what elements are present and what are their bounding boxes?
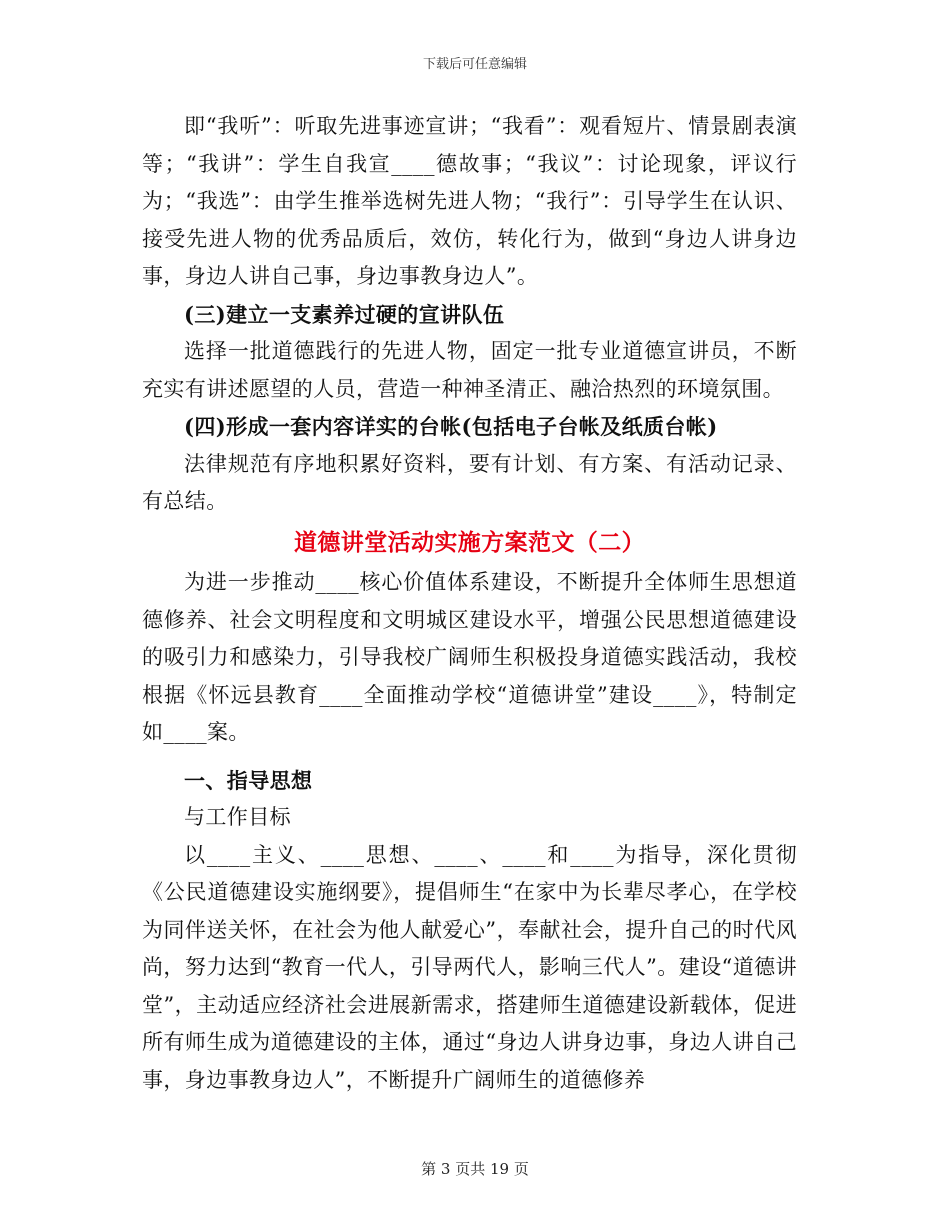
paragraph-intro: 为进一步推动____核心价值体系建设，不断提升全体师生思想道德修养、社会文明程度和文明城区建设水平，增强公民思想道德建设的吸引力和感染力，引导我校广阔师生积极投身道德实践活动，我校根据《怀远县教育____全面推动学校“道德讲堂”建设____》，特制定如____案。 bbox=[142, 570, 797, 744]
paragraph-team: 选择一批道德践行的先进人物，固定一批专业道德宣讲员，不断充实有讲述愿望的人员，营造一种神圣清正、融洽热烈的环境氛围。 bbox=[142, 339, 797, 401]
section-heading-3: (三)建立一支素养过硬的宣讲队伍 bbox=[184, 301, 505, 327]
paragraph-records: 法律规范有序地积累好资料，要有计划、有方案、有活动记录、有总结。 bbox=[142, 451, 797, 513]
section-heading-4: (四)形成一套内容详实的台帐(包括电子台帐及纸质台帐) bbox=[184, 414, 718, 439]
section-heading-1: 一、指导思想 bbox=[184, 767, 313, 793]
page-footer-number: 第 3 页共 19 页 bbox=[421, 1160, 529, 1178]
document-title: 道德讲堂活动实施方案范文（二） bbox=[294, 528, 645, 556]
document-body bbox=[142, 108, 797, 1099]
paragraph-subheading: 与工作目标 bbox=[184, 805, 291, 829]
page-header-note: 下载后可任意编辑 bbox=[422, 57, 527, 72]
paragraph-guiding-thought: 以____主义、____思想、____、____和____为指导，深化贯彻《公民道德建设实施纲要》，提倡师生“在家中为长辈尽孝心，在学校为同伴送关怀，在社会为他人献爱心”，奉献社会，提升自己的时代风尚，努力达到“教育一代人，引导两代人，影响三代人”。建设“道德讲堂”，主动适应经济社会进展新需求，搭建师生道德建设新载体，促进所有师生成为道德建设的主体，通过“身边人讲身边事，身边人讲自己事，身边事教身边人”，不断提升广阔师生的道德修养 bbox=[142, 842, 797, 1092]
paragraph-activity-forms: 即“我听”：听取先进事迹宣讲；“我看”：观看短片、情景剧表演等；“我讲”：学生自我宣____德故事；“我议”：讨论现象，评议行为；“我选”：由学生推举选树先进人物；“我行”：引导学生在认识、接受先进人物的优秀品质后，效仿，转化行为，做到“身边人讲身边事，身边人讲自己事，身边事教身边人”。 bbox=[142, 114, 797, 288]
